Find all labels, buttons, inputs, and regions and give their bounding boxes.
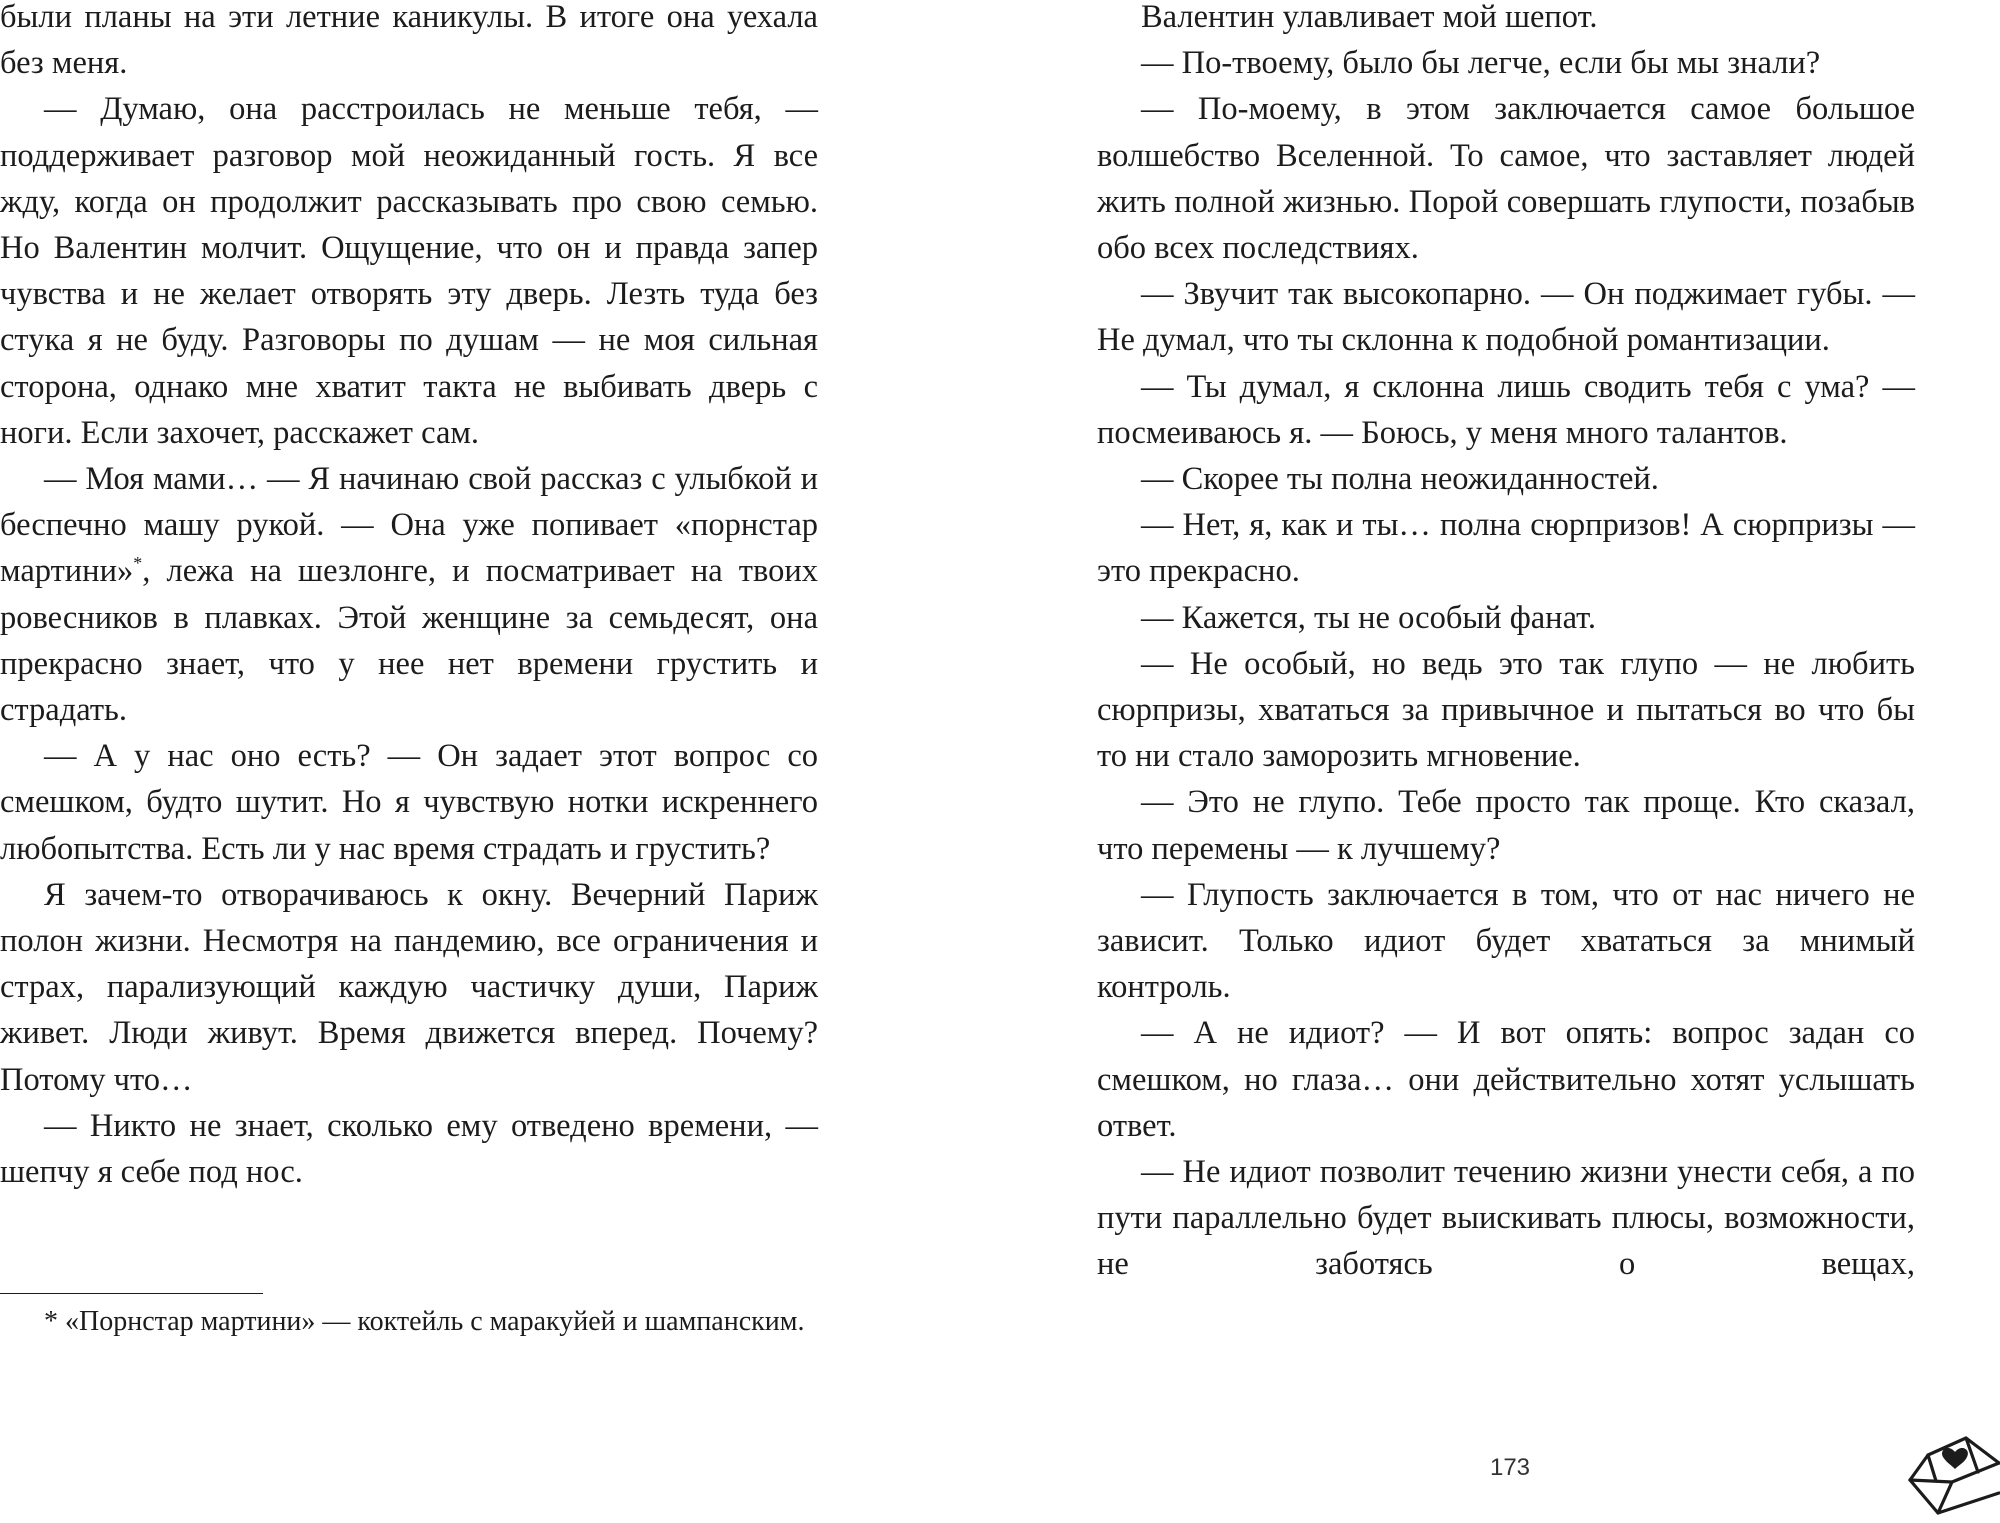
paragraph: — А у нас оно есть? — Он задает этот вопрос со смешком, будто шутит. Но я чувствую нотки искреннего любопытства. Есть ли у нас время страдать и грустить? xyxy=(0,738,818,867)
paragraph: — А не идиот? — И вот опять: вопрос задан со смешком, но глаза… они действительно хотят услышать ответ. xyxy=(1097,1015,1915,1144)
paragraph-text-part: — Моя мами… — Я начинаю свой рассказ с улыбкой и беспечно машу рукой. — Она уже попивает «порнстар мартини» xyxy=(0,461,818,590)
paragraph: — Не особый, но ведь это так глупо — не любить сюрпризы, хвататься за привычное и пытаться во что бы то ни стало заморозить мгновение. xyxy=(1097,645,1915,775)
paragraph-with-footnote xyxy=(0,456,818,733)
paragraph: были планы на эти летние каникулы. В итоге она уехала без меня. xyxy=(0,0,818,82)
paragraph: Я зачем-то отворачиваюсь к окну. Вечерний Париж полон жизни. Несмотря на пандемию, все ограничения и страх, парализующий каждую частичку души, Париж живет. Люди живут. Время движется вперед. Почему? Потому что… xyxy=(0,876,818,1098)
paragraph: — Глупость заключается в том, что от нас ничего не зависит. Только идиот будет хвататься за мнимый контроль. xyxy=(1097,876,1915,1006)
paragraph: — Нет, я, как и ты… полна сюрпризов! А сюрпризы — это прекрасно. xyxy=(1097,507,1915,590)
envelope-heart-icon xyxy=(1906,1428,2000,1523)
paragraph: — Звучит так высокопарно. — Он поджимает губы. — Не думал, что ты склонна к подобной романтизации. xyxy=(1097,276,1915,359)
paragraph: — Скорее ты полна неожиданностей. xyxy=(1141,461,1659,498)
paragraph: Валентин улавливает мой шепот. xyxy=(1141,0,1598,35)
footnote: * «Порнстар мартини» — коктейль с маракуйей и шампанским. xyxy=(44,1306,805,1337)
footnote-marker: * xyxy=(133,553,143,574)
footnote-divider xyxy=(0,1293,263,1294)
paragraph: — По-моему, в этом заключается самое большое волшебство Вселенной. То самое, что заставляет людей жить полной жизнью. Порой совершать глупости, позабыв обо всех последствиях. xyxy=(1097,91,1915,267)
paragraph: — Не идиот позволит течению жизни унести себя, а по пути параллельно будет выискивать плюсы, возможности, не заботясь о вещах, xyxy=(1097,1154,1915,1283)
left-page-text xyxy=(0,0,818,1195)
paragraph: — Это не глупо. Тебе просто так проще. Кто сказал, что перемены — к лучшему? xyxy=(1097,784,1915,867)
paragraph: — Никто не знает, сколько ему отведено времени, — шепчу я себе под нос. xyxy=(0,1107,818,1191)
paragraph: — Кажется, ты не особый фанат. xyxy=(1141,599,1597,636)
paragraph: — Ты думал, я склонна лишь сводить тебя с ума? — посмеиваюсь я. — Боюсь, у меня много талантов. xyxy=(1097,368,1915,451)
paragraph: — По-твоему, было бы легче, если бы мы знали? xyxy=(1141,45,1821,82)
page-number: 173 xyxy=(1489,1454,1531,1481)
paragraph-text-part: , лежа на шезлонге, и посматривает на твоих ровесников в плавках. Этой женщине за семьдесят, она прекрасно знает, что у нее нет времени грустить и страдать. xyxy=(0,553,818,729)
right-page-text xyxy=(1097,0,1915,1288)
paragraph: — Думаю, она расстроилась не меньше тебя, — поддерживает разговор мой неожиданный гость. Я все жду, когда он продолжит рассказывать про свою семью. Но Валентин молчит. Ощущение, что он и правда запер чувства и не желает отворять эту дверь. Лезть туда без стука я не буду. Разговоры по душам — не моя сильная сторона, однако мне хватит такта не выбивать дверь с ноги. Если захочет, расскажет сам. xyxy=(0,91,818,451)
